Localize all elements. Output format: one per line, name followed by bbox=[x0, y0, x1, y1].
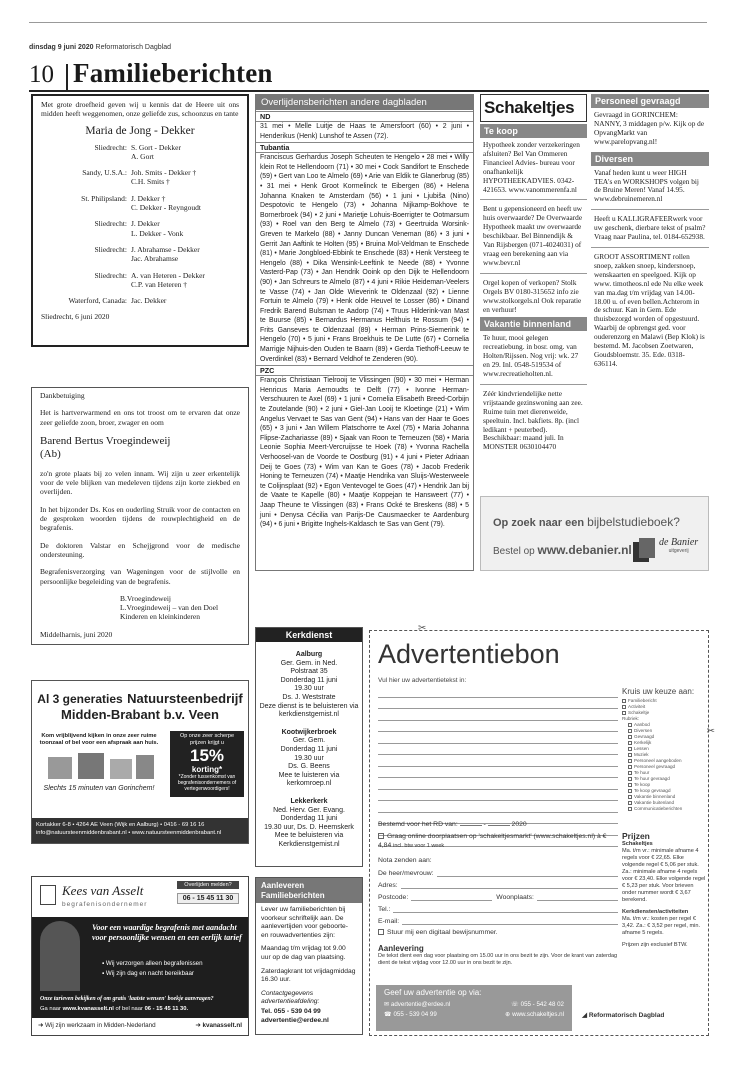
option-checkbox[interactable] bbox=[628, 741, 632, 745]
classifieds-title: Schakeltjes bbox=[480, 94, 587, 122]
field-label: De heer/mevrouw: bbox=[378, 870, 434, 877]
ad-slogan: Voor een waardige begrafenis met aandacht voor persoonlijke wensen en een eerlijk tarief bbox=[92, 923, 242, 942]
family-names: Jac. Dekker bbox=[131, 296, 167, 306]
ad-promo: Onze tarieven bekijken of om gratis 'laatste wensen' boekje aanvragen? bbox=[40, 996, 214, 1002]
rd-logo: Reformatorisch Dagblad bbox=[588, 1012, 665, 1019]
ad-text: Kom vrijblijvend kijken in onze zeer ruime toonzaal of bel voor een afspraak aan huis. bbox=[39, 733, 159, 746]
price-text: Ma. t/m vr.: minimale afname 4 regels voor € 22,65. Elke volgende regel € 5,06 per stuk. Za.: minimale afname 4 regels voor € 23,40. Elke volgende regel € 5,23 per stuk. Voor brieven onder nummer wordt € 3,67 berekend. bbox=[622, 848, 706, 903]
dateline bbox=[29, 44, 171, 51]
obituaries-other-papers bbox=[255, 94, 474, 571]
contact-title: Geef uw advertentie op via: bbox=[384, 988, 482, 997]
form-field[interactable] bbox=[402, 918, 618, 925]
family-names: S. Gort - Dekker A. Gort bbox=[131, 142, 181, 161]
classifieds-column bbox=[480, 94, 587, 469]
obituary-sections bbox=[256, 111, 473, 530]
classified-ad: GROOT ASSORTIMENT rollen snoep, zakken snoep, kindersnoep, wenskaarten en speelgoed. Kijk op www. timotheos.nl ede Nu elke week van ma.dag t/m vrijdag van 14.00-18.00 u. of even bellen.Achterom in de schuur. Kan in Gem. Ede thuisbezorgd worden of opgestuurd. Waarbij de opbrengst ged. voor ouderenzorg en Malawi (Bep Klok) is bestemd. M. Jacobsen Zoetwaren, Goudsbloemstr. 35. Ede. 0318-636114. bbox=[594, 251, 705, 368]
option-text: Graag online doorplaatsen op 'schakeltjesmarkt' (www.schakeltjes.nl) à € 4,84 bbox=[378, 833, 607, 849]
category-vakantie: Vakantie binnenland bbox=[480, 317, 587, 331]
option-checkbox[interactable] bbox=[628, 729, 632, 733]
option-label: Te huur gevraagd bbox=[634, 776, 670, 781]
service-block bbox=[256, 798, 362, 850]
submission-contact: Tel. 055 - 539 04 99 advertentie@erdee.nl bbox=[261, 1007, 329, 1024]
option-label: Vakantie buitenland bbox=[634, 800, 675, 805]
family-row bbox=[41, 168, 239, 187]
scissors-icon: ✂ bbox=[418, 623, 427, 634]
option-checkbox[interactable] bbox=[628, 765, 632, 769]
notice-paragraph: Het is hartverwarmend en ons tot troost om te ervaren dat onze zeer geliefde zoon, broer, zwager en oom bbox=[40, 408, 240, 427]
obituaries-title: Overlijdensberichten andere dagbladen bbox=[256, 95, 473, 110]
globe-icon: ⊕ bbox=[505, 1011, 513, 1018]
ad-coupon[interactable]: ✂ ✂ Advertentiebon Vul hier uw advertentietekst in: Kruis uw keuze aan: Familiebericht Activiteit Schakeltje Rubriek: Aanbod Diversen Gevraagd Kerkelijk Lessen Muziek Personeel aangeboden Personeel gevraagd Te huur Te huur gevraagd Te koop Te koop gevraagd Vakantie binnenland Vakantie buitenland Communicatieberichten Bestemd voor het RD van: - 2020 Graag online doorplaatsen op 'schakeltjesmarkt' (www.schakeltjes.nl) à € 4,84 incl. btw voor 1 week Nota zenden aan: De heer/mevrouw: Adres: Postcode: Woonplaats: Tel.: E-mail: Stuur mij een digitaal bewijsnummer. Aanlevering De tekst dient een dag voor plaatsing om 15.00 uur in ons bezit te zijn. Voor de krant van zaterdag dient de tekst vrijdag voor 12.00 uur in ons bezit te zijn. Prijzen Schakeltjes Ma. t/m vr.: minimale afname 4 regels voor € 22,65. Elke volgende regel € 5,06 per stuk. Za.: minimale afname 4 regels voor € 23,40. Elke volgende regel € 5,23 per stuk. Voor brieven onder nummer wordt € 3,67 berekend. Kerkdiensten/activiteiten Ma. t/m vr.: kosten per regel € 3,42. Za.: € 3,52 per regel, min. afname 5 regels. Prijzen zijn exclusief BTW. Geef uw advertentie op via: ✉ advertentie@erdee.nl ☏ 055 - 542 48 02 ☎ 055 - 539 04 99 ⊕ www.schakeltjes.nl ◢ Reformatorisch Dagblad bbox=[369, 630, 709, 1036]
scissors-icon: ✂ bbox=[706, 726, 715, 737]
family-place: Sandy, U.S.A.: bbox=[82, 168, 127, 178]
option-checkbox[interactable] bbox=[622, 699, 626, 703]
field-label: E-mail: bbox=[378, 918, 400, 925]
option-checkbox[interactable] bbox=[628, 753, 632, 757]
submission-text: Contactgegevens advertentieafdeling: bbox=[261, 989, 320, 1006]
logo-icon bbox=[40, 885, 56, 905]
gravestone-image bbox=[42, 751, 157, 783]
phone-number[interactable]: 06 - 15 45 11 30. bbox=[144, 1006, 189, 1012]
price-note: Prijzen zijn exclusief BTW. bbox=[622, 942, 688, 948]
ad-bullet: Wij zijn dag en nacht bereikbaar bbox=[105, 970, 194, 977]
text-line[interactable] bbox=[378, 701, 618, 710]
page-title: Familieberichten bbox=[73, 58, 273, 88]
coupon-title: Advertentiebon bbox=[378, 639, 560, 669]
option-checkbox[interactable] bbox=[628, 789, 632, 793]
header-divider bbox=[66, 64, 68, 90]
notice-signature: B.Vroegindeweij L.Vroegindeweij – van den Doel Kinderen en kleinkinderen bbox=[120, 593, 219, 622]
form-field[interactable] bbox=[411, 894, 492, 901]
text-line[interactable] bbox=[378, 747, 618, 756]
submission-title: Aanleveren Familieberichten bbox=[256, 878, 362, 903]
prices-title: Prijzen bbox=[622, 831, 650, 841]
ad-website[interactable]: info@natuursteenmiddenbrabant.nl • www.natuursteenmiddenbrabant.nl bbox=[36, 830, 222, 836]
call-label: Overlijden melden? bbox=[177, 881, 239, 889]
family-names: J. Abrahamse - Dekker Jac. Abrahamse bbox=[131, 244, 200, 264]
form-field[interactable] bbox=[401, 882, 618, 889]
discount-percentage: 15% bbox=[189, 746, 225, 765]
banner-text: Bestel op bbox=[493, 546, 535, 557]
classified-ad: Vanaf heden kunt u weer HIGH TEA's en WORKSHOPS volgen bij de Bruine Meren! Vanaf 14.95. www.debruinemeren.nl bbox=[594, 167, 699, 204]
service-details: Ger. Gem. in Ned. Polstraat 35 Donderdag 11 juni 19.30 uur Ds. J. Weststrate Deze dienst is te beluisteren via kerkdienstgemist.nl bbox=[259, 659, 359, 719]
book-icon bbox=[631, 537, 659, 563]
phone-icon: ☎ bbox=[384, 1011, 394, 1018]
coupon-instruction: Vul hier uw advertentietekst in: bbox=[378, 677, 467, 684]
family-names: J. Dekker † C. Dekker - Reyngoudt bbox=[131, 193, 201, 213]
brand-subtitle: begrafenisondernemer bbox=[62, 901, 148, 908]
option-checkbox[interactable] bbox=[628, 771, 632, 775]
text-line[interactable] bbox=[378, 781, 618, 790]
option-label: Aanbod bbox=[634, 722, 650, 727]
date-field[interactable] bbox=[488, 825, 510, 826]
option-checkbox[interactable] bbox=[628, 777, 632, 781]
classified-ad: Heeft u KALLIGRAFEERwerk voor uw geschenk, dierbare tekst of psalm? Vraag naar Paulina, tel. 0184-652938. bbox=[594, 214, 706, 242]
aanlevering-text: De tekst dient een dag voor plaatsing om 15.00 uur in ons bezit te zijn. Voor de krant van zaterdag dient de tekst vrijdag voor 12.00 uur in ons bezit te zijn. bbox=[378, 953, 618, 966]
submission-text: Maandag t/m vrijdag tot 9.00 uur op de dag van plaatsing. bbox=[261, 945, 346, 961]
family-row bbox=[41, 245, 239, 264]
text-line[interactable] bbox=[378, 712, 618, 721]
family-row bbox=[41, 296, 239, 305]
form-field[interactable] bbox=[393, 906, 618, 913]
page-header bbox=[29, 58, 709, 92]
option-label: Rubriek: bbox=[622, 716, 640, 721]
bullet-icon: ▪ bbox=[102, 960, 106, 967]
option-label: Kerkelijk bbox=[634, 740, 652, 745]
family-row bbox=[41, 271, 239, 290]
discount-box: Op onze zeer scherpe prijzen krijgt u 15% korting* *Zonder tussenkomst van begrafenisondernemers of vertegenwoordigers! bbox=[170, 731, 244, 797]
option-checkbox[interactable] bbox=[628, 801, 632, 805]
section-label: PZC bbox=[256, 365, 473, 376]
arrow-icon: ➜ bbox=[38, 1022, 46, 1029]
text-line[interactable] bbox=[378, 758, 618, 767]
classifieds-column-right bbox=[591, 94, 709, 469]
option-label: Communicatieberichten bbox=[634, 806, 683, 811]
option-label: Activiteit bbox=[628, 704, 646, 709]
natuursteen-ad[interactable] bbox=[31, 680, 249, 844]
notice-paragraph: In het bijzonder Ds. Kos en ouderling Struik voor de contacten en de gesproken woorden tijdens de rouwplechtigheid en de begrafenis. bbox=[40, 504, 240, 533]
option-label: Vakantie binnenland bbox=[634, 794, 676, 799]
service-place: Kootwijkerbroek bbox=[281, 728, 337, 736]
section-text: François Christiaan Tielrooij te Vlissingen (90) • 30 mei • Herman Henricus Maria Aernoudts te Delft (77) • Ivonne Herman-Verschuuren te Axel (69) • 1 juni • Cornelia Elisabeth Breed-Corbijn te Zoutelande (90) • 2 juni • Giel-Jan Looij te Kloetinge (21) • Wim Angelus Vervaet te Sas van Gent (94) • Hans van der Haar te Goes (65) • 3 juni • Jan Willem Platschorre te Axel (75) • Maria Johanna Flipse-Zachariasse (89) • Sjaak van Roon te Terneuzen (58) • Maria Leonie Sophia Meert-Vercruijsse te Hoek (78) • Yvonna Rachella Verhoosel-van de Voorde te Oostburg (91) • 4 juni • Pieter Adriaan Deij te Goes (73) • Wim van Kan te Goes (78) • Jacob Frederik Honing te Terneuzen (74) • Maatje Hendrika van Sluijs-Westerweele te Colijnsplaat (92) • Egon Ventevogel te Goes (47) • Hendrik Jan bij de Vaate te Kapelle (80) • Maatje Koppejan te Hansweert (77) • Jaap Theune te Vlissingen (83) • Frans Ocké te Breskens (88) • 5 juni • Denysa Cécilia van Parijs-De Causmaecker te Aardenburg (94) • 6 juni • Brigitte Inghels-Kaldasch te Sas van Gent (79). bbox=[260, 377, 469, 529]
notice-paragraph: De doktoren Valstar en Schejjgrond voor de medische ondersteuning. bbox=[40, 540, 240, 559]
family-names: A. van Heteren - Dekker C.P. van Heteren † bbox=[131, 270, 205, 289]
submission-text: Lever uw familieberichten bij voorkeur schriftelijk aan. De aanlevertijden voor geboorte- en rouwadvertenties zijn: bbox=[261, 906, 348, 939]
option-text: Stuur mij een digitaal bewijsnummer. bbox=[387, 929, 498, 936]
family-place: Sliedrecht: bbox=[94, 270, 127, 280]
family-place: Sliedrecht: bbox=[94, 219, 127, 229]
ad-bullet: Wij verzorgen alleen begrafenissen bbox=[105, 960, 203, 967]
option-label: Diversen bbox=[634, 728, 653, 733]
rd-logo-icon: ◢ bbox=[582, 1012, 589, 1019]
paper-name: Reformatorisch Dagblad bbox=[95, 44, 172, 51]
option-label: Personeel aangeboden bbox=[634, 758, 682, 763]
family-list bbox=[41, 143, 239, 306]
church-services-title: Kerkdienst bbox=[256, 628, 362, 642]
aanlevering-title: Aanlevering bbox=[378, 944, 424, 953]
family-row bbox=[41, 219, 239, 238]
option-checkbox[interactable] bbox=[628, 783, 632, 787]
ad-tagline: Slechts 15 minuten van Gorinchem! bbox=[43, 785, 155, 792]
banner-text: bijbelstudieboek? bbox=[587, 515, 680, 529]
proof-checkbox[interactable] bbox=[378, 929, 384, 935]
family-place: Sliedrecht: bbox=[94, 142, 127, 152]
banner-url[interactable]: www.debanier.nl bbox=[537, 543, 632, 557]
text-line[interactable] bbox=[378, 793, 618, 802]
category-personeel: Personeel gevraagd bbox=[591, 94, 709, 108]
family-names: J. Dekker L. Dekker - Vonk bbox=[131, 219, 184, 238]
contact-email[interactable]: advertentie@erdee.nl bbox=[390, 1001, 451, 1008]
notice-intro: Met grote droefheid geven wij u kennis dat de Heere uit ons midden heeft weggenomen, onze geliefde zus, schoonzus en tante bbox=[41, 100, 239, 119]
choice-title: Kruis uw keuze aan: bbox=[622, 687, 695, 696]
family-place: Waterford, Canada: bbox=[68, 296, 127, 306]
option-label: Muziek bbox=[634, 752, 649, 757]
classified-ad: Bent u gepensioneerd en heeft uw huis overwaarde? De Overwaarde Hypotheek maakt uw overwaarde beschikbaar. Bel Binnendijk & Van Rijsbergen (071-4024031) of vraag een berekening aan via www.bevr.nl bbox=[483, 204, 583, 267]
family-row bbox=[41, 194, 239, 213]
death-notice-dejong bbox=[31, 94, 249, 347]
text-line[interactable] bbox=[378, 735, 618, 744]
notice-footer: Sliedrecht, 6 juni 2020 bbox=[41, 312, 110, 322]
banier-logo: de Banier uitgeverij bbox=[659, 537, 699, 554]
field-label: Adres: bbox=[378, 882, 398, 889]
service-details: Ned. Herv. Ger. Evang. Donderdag 11 juni 19.30 uur, Ds. D. Heemskerk Mee te beluisteren via Kerkdienstgemist.nl bbox=[264, 806, 354, 848]
contact-web[interactable]: www.schakeltjes.nl bbox=[512, 1011, 564, 1018]
option-label: Gevraagd bbox=[634, 734, 655, 739]
ad-url[interactable]: kvanasselt.nl bbox=[202, 1022, 242, 1029]
text-line[interactable] bbox=[378, 770, 618, 779]
category-te-koop: Te koop bbox=[480, 124, 587, 138]
page-number: 10 bbox=[29, 61, 54, 88]
option-checkbox[interactable] bbox=[628, 807, 632, 811]
option-label: Schakeltje bbox=[628, 710, 650, 715]
field-label: Postcode: bbox=[378, 894, 409, 901]
service-details: Ger. Gem. Donderdag 11 juni 19.30 uur Ds. G. Beens Mee te luisteren via kerkomroep.nl bbox=[278, 737, 340, 788]
field-label: Bestemd voor het RD van: bbox=[378, 821, 458, 828]
option-label: Lessen bbox=[634, 746, 649, 751]
contact-phone[interactable]: 055 - 539 04 99 bbox=[393, 1011, 437, 1018]
text-line[interactable] bbox=[378, 804, 618, 813]
submission-text: Zaterdagkrant tot vrijdagmiddag 16.30 uur. bbox=[261, 967, 356, 984]
service-place: Lekkerkerk bbox=[290, 797, 328, 805]
field-label: Tel.: bbox=[378, 906, 391, 913]
notice-heading: Dankbetuiging bbox=[40, 391, 85, 400]
form-field[interactable] bbox=[537, 894, 618, 901]
top-rule bbox=[29, 22, 707, 23]
classified-ad: Orgel kopen of verkopen? Stolk Orgels BV 0180-315652 info zie www.stolkorgels.nl Ook reparatie en verhuur! bbox=[483, 277, 582, 314]
ad-footer: Wij zijn werkzaam in Midden-Nederland bbox=[45, 1022, 156, 1029]
option-checkbox[interactable] bbox=[622, 705, 626, 709]
option-checkbox[interactable] bbox=[628, 795, 632, 799]
option-checkbox[interactable] bbox=[628, 759, 632, 763]
thank-you-notice bbox=[31, 387, 249, 645]
ad-title: Midden-Brabant b.v. Veen bbox=[61, 707, 219, 722]
classified-ad: Zéér kindvriendelijke nette vrijstaande gezinswoning aan zee. Ruime tuin met dierenweide, speeltuin. Incl. bakfiets. 8p. (incl ledikant + peuterbed). Beschikbaar: maand juli. In MONSTER 0630104470 bbox=[483, 388, 583, 452]
church-services bbox=[255, 627, 363, 867]
contact-fax[interactable]: 055 - 542 48 02 bbox=[520, 1001, 564, 1008]
option-checkbox[interactable] bbox=[622, 711, 626, 715]
brand-name: Kees van Asselt bbox=[62, 883, 144, 898]
banier-ad[interactable] bbox=[480, 496, 709, 571]
online-checkbox[interactable] bbox=[378, 833, 384, 839]
category-diversen: Diversen bbox=[591, 152, 709, 166]
notice-paragraph: zo'n grote plaats bij zo velen innam. Wij zijn u zeer erkentelijk voor de vele blijken van medeleven tijdens zijn korte ziekbed en overlijden. bbox=[40, 468, 240, 497]
banner-text: Op zoek naar een bbox=[493, 517, 585, 529]
date-field[interactable] bbox=[460, 825, 482, 826]
fax-icon: ☏ bbox=[511, 1001, 521, 1008]
option-label: Te koop gevraagd bbox=[634, 788, 671, 793]
notice-footer: Middelharnis, juni 2020 bbox=[40, 629, 113, 639]
service-place: Aalburg bbox=[295, 651, 323, 658]
ad-title: Natuursteenbedrijf bbox=[127, 691, 243, 706]
option-label: Te huur bbox=[634, 770, 650, 775]
ad-title: Al 3 generaties bbox=[37, 692, 123, 706]
option-checkbox[interactable] bbox=[628, 747, 632, 751]
field-label: Woonplaats: bbox=[496, 894, 534, 901]
bullet-icon: ▪ bbox=[102, 970, 106, 977]
deceased-name: Maria de Jong - Dekker bbox=[85, 124, 195, 137]
section-label: ND bbox=[256, 111, 473, 122]
form-field[interactable] bbox=[437, 870, 618, 877]
option-checkbox[interactable] bbox=[628, 735, 632, 739]
section-text: Franciscus Gerhardus Joseph Scheuten te Hengelo • 28 mei • Willy klein Rot te Hellendoorn (71) • 30 mei • Cock Sandifort te Enschede (59) • Gert van Loo te Almelo (69) • Arie van Eldik te Glanerbrug (85) • 31 mei • Henk Groot Kormelinck te Eibergen (86) • Helena Johanna Knaken te Amsterdam (56) • 1 juni • Ljubiša (Nino) Despotovic te Hengelo (73) • Johanna Nijkamp-Bokhove te Bornerbroek (94) • 2 juni • Marietje Lohuis-Boerrigter te Ootmarsum (93) • Roel van den Berg te Almelo (73) • Geertruida Worsink-Greven te Markelo (88) • Janny Duncan Veneman (86) • 3 juni • Gerrit Jan Aaftink te Holten (95) • Bruina Mol-Veldman te Enschede (81) • Marie Jongbloed-Ebbink te Enschede (83) • Henk Versteeg te Hengelo (88) • Dika Wensink-Leeftink te Neede (88) • Yvonne Vasterd-Pap (73) • Jan Hendrik Ooink op den Dijk te Hellendoorn (90) • Jan Schreurs te Almelo (87) • 4 juni • Rikie Heideman-Veelers te Vasse (74) • Jan Olde Wieverink te Oldenzaal (92) • Lienne Fortuin te Almelo (79) • Henk olde Heuvel te Losser (86) • Dinand Fredrik Barend Bulsman te Aadorp (74) • Truus Hilderink-van Mast te Buurse (85) • Bernardus Hermanus Helthuis te Rossum (94) • Frits Ganseves te Oldenzaal (89) • Herman Prins-Siemerink te Hengelo (70) • 5 juni • Frans Broekhuis te De Lutte (67) • Cornelia Marrigje Nijhuis-den Ouden te Baarn (89) • Gerda Tiethoff-Leeuw te Overdinkel (83) • Bernard Veldhof te Zenderen (90). bbox=[260, 154, 469, 363]
kees-van-asselt-ad[interactable]: Kees van Asselt begrafenisondernemer Overlijden melden? 06 - 15 45 11 30 Voor een waardige begrafenis met aandacht voor persoonlijke wensen en een eerlijk tarief ▪ Wij verzorgen alleen begrafenissen ▪ Wij zijn dag en nacht bereikbaar Onze tarieven bekijken of om gratis 'laatste wensen' boekje aanvragen? Ga naar www.kvanasselt.nl of bel naar 06 - 15 45 11 30. ➜ Wij zijn werkzaam in Midden-Nederland ➜ kvanasselt.nl bbox=[31, 876, 249, 1036]
section-text: 31 mei • Melle Luitje de Haas te Amersfoort (60) • 2 juni • Henderikus (Henk) Lunshof te Assen (72). bbox=[260, 123, 469, 140]
service-block bbox=[256, 729, 362, 789]
price-text: Ma. t/m vr.: kosten per regel € 3,42. Za.: € 3,52 per regel, min. afname 5 regels. bbox=[622, 916, 701, 936]
family-place: St. Philipsland: bbox=[81, 193, 127, 203]
portrait-image bbox=[40, 921, 80, 991]
ad-url[interactable]: www.kvanasselt.nl bbox=[62, 1006, 114, 1012]
notice-paragraph: Begrafenisverzorging van Wageningen voor de stijlvolle en persoonlijke begeleiding van de begrafenis. bbox=[40, 567, 240, 586]
field-label: Nota zenden aan: bbox=[378, 857, 432, 864]
text-line[interactable] bbox=[378, 724, 618, 733]
classified-ad: Gevraagd in GORINCHEM: NANNY, 3 middagen p/w. Kijk op de OpvangMarkt van www.parelopvang.nl! bbox=[594, 110, 705, 146]
phone-number[interactable]: 06 - 15 45 11 30 bbox=[177, 893, 239, 904]
ad-address: Kortakker 6-8 • 4264 AE Veen (Wijk en Aalburg) • 0416 - 69 16 16 bbox=[36, 822, 205, 828]
submission-info bbox=[255, 877, 363, 1035]
deceased-name: Barend Bertus Vroegindeweij (Ab) bbox=[40, 434, 171, 460]
mail-icon: ✉ bbox=[384, 1001, 391, 1008]
service-block bbox=[256, 651, 362, 720]
page-date: dinsdag 9 juni 2020 bbox=[29, 44, 94, 51]
option-checkbox[interactable] bbox=[628, 723, 632, 727]
arrow-icon: ➜ bbox=[195, 1022, 203, 1029]
family-names: Joh. Smits - Dekker † C.H. Smits † bbox=[131, 168, 197, 187]
option-label: Familiebericht bbox=[628, 698, 657, 703]
section-label: Tubantia bbox=[256, 142, 473, 153]
classified-ad: Hypotheek zonder verzekeringen afsluiten? Bel Van Ommeren Financieel Advies- bureau voor onafhankelijk HYPOTHEEKADVIES. 0342-421653. www.vanommerenfa.nl bbox=[483, 140, 580, 194]
classified-ad: Te huur, mooi gelegen recreatiebung. in bosr. omg. van Holten/Rijssen. Nog vrij: wk. 27 en 29. Inl. 0548-519534 of www.recreatieholten.nl. bbox=[483, 333, 579, 379]
text-line[interactable] bbox=[378, 689, 618, 698]
option-label: Personeel gevraagd bbox=[634, 764, 676, 769]
family-place: Sliedrecht: bbox=[94, 244, 127, 254]
family-row bbox=[41, 143, 239, 162]
option-label: Te koop bbox=[634, 782, 651, 787]
